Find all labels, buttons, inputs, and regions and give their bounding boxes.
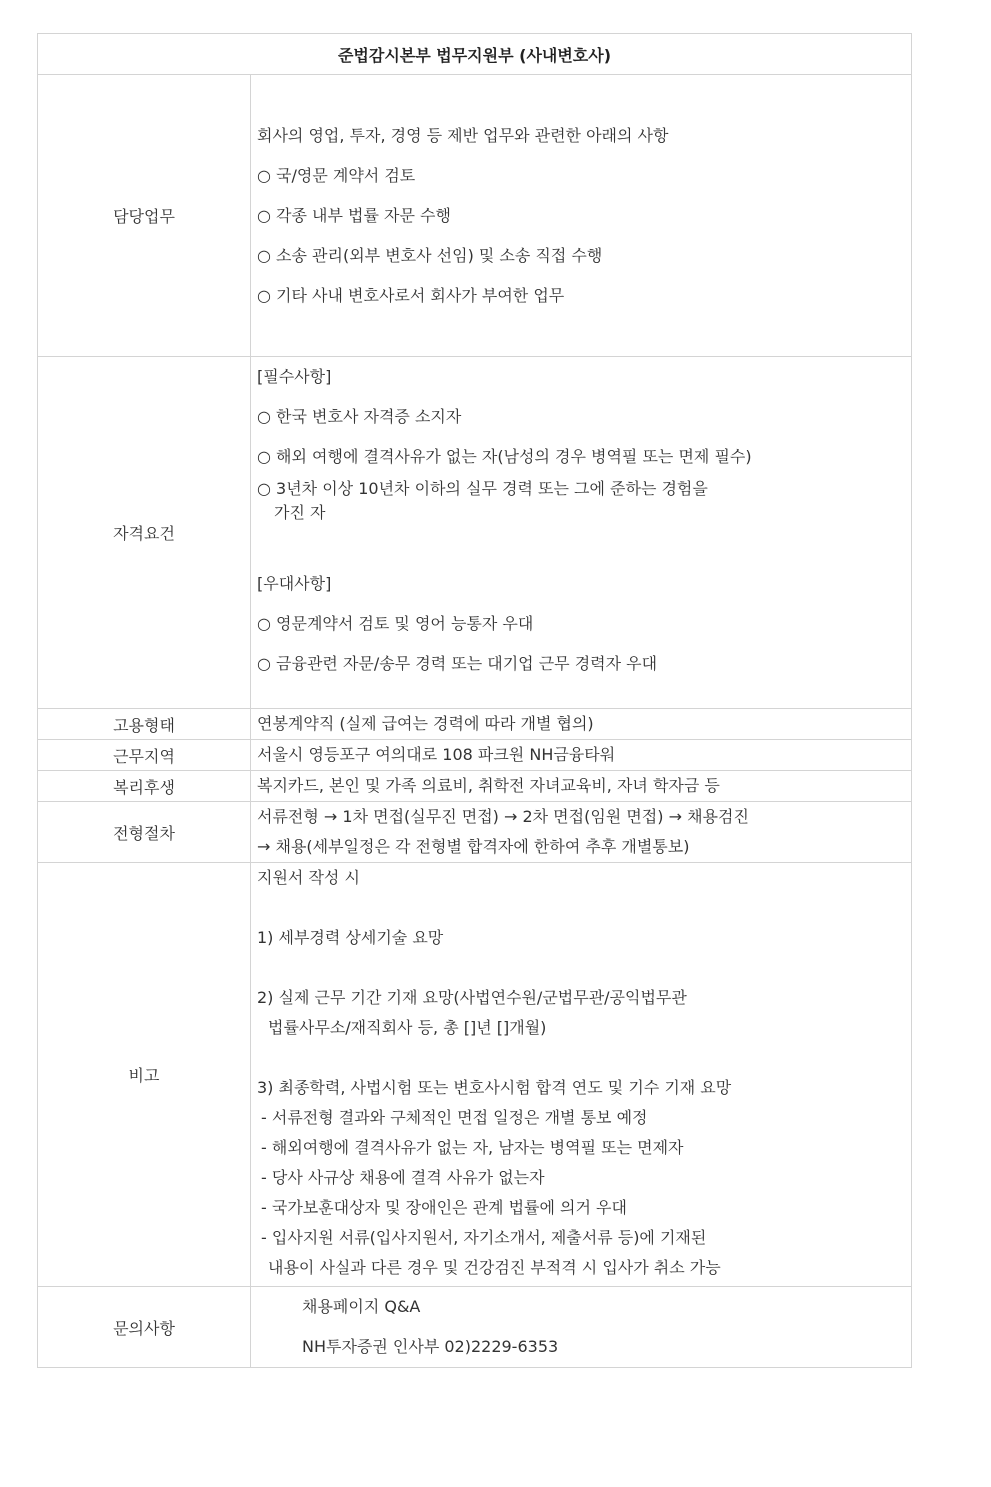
duty-item: ○ 기타 사내 변호사로서 회사가 부여한 업무 (257, 286, 565, 305)
remarks-note: - 해외여행에 결격사유가 없는 자, 남자는 병역필 또는 면제자 (261, 1138, 684, 1157)
location-row (38, 740, 912, 771)
preferred-item: ○ 금융관련 자문/송무 경력 또는 대기업 근무 경력자 우대 (257, 654, 658, 673)
duties-label: 담당업무 (38, 75, 251, 357)
remarks-content (251, 863, 912, 1287)
title-row (38, 34, 912, 75)
preferred-header: [우대사항] (257, 574, 332, 593)
required-header: [필수사항] (257, 367, 332, 386)
duty-item: ○ 소송 관리(외부 변호사 선임) 및 소송 직접 수행 (257, 246, 603, 265)
benefits-row (38, 771, 912, 802)
employment-value: 연봉계약직 (실제 급여는 경력에 따라 개별 협의) (251, 709, 912, 740)
contact-qa-link[interactable]: 채용페이지 Q&A (302, 1297, 421, 1316)
process-content (251, 802, 912, 863)
remarks-item: 2) 실제 근무 기간 기재 요망(사법연수원/군법무관/공익법무관 (257, 988, 687, 1007)
contact-row (38, 1287, 912, 1368)
benefits-value: 복지카드, 본인 및 가족 의료비, 취학전 자녀교육비, 자녀 학자금 등 (251, 771, 912, 802)
remarks-item-continued: 법률사무소/재직회사 등, 총 []년 []개월) (268, 1018, 547, 1037)
location-label: 근무지역 (38, 740, 251, 771)
duties-content (251, 75, 912, 357)
employment-label: 고용형태 (38, 709, 251, 740)
remarks-note-continued: 내용이 사실과 다른 경우 및 건강검진 부적격 시 입사가 취소 가능 (268, 1258, 721, 1277)
remarks-label: 비고 (38, 863, 251, 1287)
qualifications-label: 자격요건 (38, 357, 251, 709)
benefits-label: 복리후생 (38, 771, 251, 802)
contact-content (251, 1287, 912, 1368)
remarks-item: 3) 최종학력, 사법시험 또는 변호사시험 합격 연도 및 기수 기재 요망 (257, 1078, 732, 1097)
duties-row (38, 75, 912, 357)
remarks-note: - 당사 사규상 채용에 결격 사유가 없는자 (261, 1168, 545, 1187)
employment-row (38, 709, 912, 740)
remarks-note: - 서류전형 결과와 구체적인 면접 일정은 개별 통보 예정 (261, 1108, 648, 1127)
remarks-row (38, 863, 912, 1287)
process-line: 서류전형 → 1차 면접(실무진 면접) → 2차 면접(임원 면접) → 채용검진 (257, 807, 749, 826)
contact-label: 문의사항 (38, 1287, 251, 1368)
job-posting-table (37, 33, 912, 1368)
qualifications-content (251, 357, 912, 709)
remarks-note: - 입사지원 서류(입사지원서, 자기소개서, 제출서류 등)에 기재된 (261, 1228, 707, 1247)
qualifications-row (38, 357, 912, 709)
required-item: ○ 해외 여행에 결격사유가 없는 자(남성의 경우 병역필 또는 면제 필수) (257, 447, 752, 466)
required-item: ○ 한국 변호사 자격증 소지자 (257, 407, 462, 426)
contact-phone: NH투자증권 인사부 02)2229-6353 (302, 1337, 559, 1356)
location-value: 서울시 영등포구 여의대로 108 파크원 NH금융타워 (251, 740, 912, 771)
posting-title: 준법감시본부 법무지원부 (사내변호사) (38, 34, 912, 75)
process-row (38, 802, 912, 863)
remarks-note: - 국가보훈대상자 및 장애인은 관계 법률에 의거 우대 (261, 1198, 627, 1217)
process-line: → 채용(세부일정은 각 전형별 합격자에 한하여 추후 개별통보) (257, 837, 690, 856)
preferred-item: ○ 영문계약서 검토 및 영어 능통자 우대 (257, 614, 534, 633)
duties-intro: 회사의 영업, 투자, 경영 등 제반 업무와 관련한 아래의 사항 (257, 126, 669, 145)
duty-item: ○ 국/영문 계약서 검토 (257, 166, 416, 185)
remarks-item: 1) 세부경력 상세기술 요망 (257, 928, 444, 947)
process-label: 전형절차 (38, 802, 251, 863)
required-item: ○ 3년차 이상 10년차 이하의 실무 경력 또는 그에 준하는 경험을 (257, 479, 708, 498)
remarks-intro: 지원서 작성 시 (257, 868, 360, 887)
required-item-continued: 가진 자 (274, 503, 326, 522)
duty-item: ○ 각종 내부 법률 자문 수행 (257, 206, 451, 225)
